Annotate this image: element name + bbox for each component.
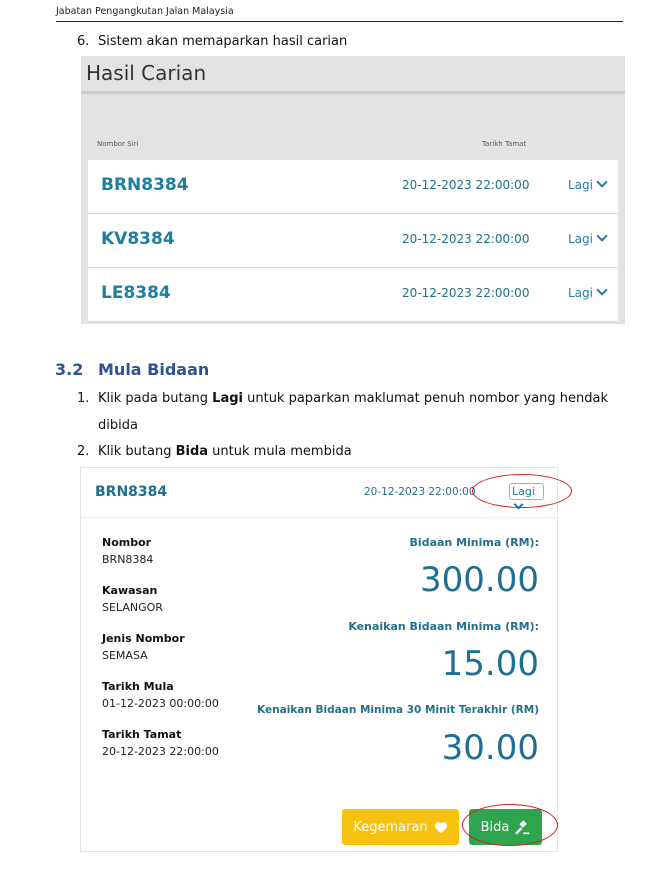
document-header: Jabatan Pengangkutan Jalan Malaysia [56, 6, 234, 17]
field-value-jenis-nombor: SEMASA [102, 649, 148, 662]
more-label: Lagi [568, 232, 593, 246]
plate-number: BRN8384 [101, 175, 189, 195]
field-value-kawasan: SELANGOR [102, 601, 163, 614]
search-results-panel [81, 56, 625, 324]
last-30-min-increment-value: 30.00 [441, 728, 539, 768]
field-value-tarikh-tamat: 20-12-2023 22:00:00 [102, 745, 219, 758]
section-number: 3.2 [55, 360, 84, 379]
field-label-nombor: Nombor [102, 536, 152, 549]
end-date: 20-12-2023 22:00:00 [402, 178, 530, 192]
result-row[interactable] [88, 268, 618, 322]
step-1-continuation: dibida [98, 418, 138, 433]
field-value-tarikh-mula: 01-12-2023 00:00:00 [102, 697, 219, 710]
bid-detail-card [80, 467, 558, 852]
step-number: 6. [77, 34, 90, 49]
bid-label: Bida [480, 819, 510, 835]
heart-icon [434, 821, 448, 834]
step-text: Klik pada butang Lagi untuk paparkan maklumat penuh nombor yang hendak [98, 391, 609, 406]
chevron-down-icon [596, 230, 607, 241]
section-title: Mula Bidaan [98, 360, 210, 379]
detail-plate-number: BRN8384 [95, 484, 168, 500]
field-label-kawasan: Kawasan [102, 584, 158, 597]
step-text: Sistem akan memaparkan hasil carian [98, 34, 348, 49]
step-6 [77, 34, 637, 52]
min-increment-label: Kenaikan Bidaan Minima (RM): [348, 620, 539, 633]
plate-number: KV8384 [101, 229, 175, 249]
more-button[interactable] [568, 232, 606, 246]
highlight-bida-ellipse [462, 804, 558, 846]
plate-number: LE8384 [101, 283, 171, 303]
step-text: Klik butang Bida untuk mula membida [98, 444, 352, 459]
min-increment-value: 15.00 [441, 644, 539, 684]
more-label: Lagi [512, 485, 535, 498]
end-date: 20-12-2023 22:00:00 [402, 286, 530, 300]
min-bid-value: 300.00 [420, 560, 539, 600]
title-divider [81, 91, 625, 94]
column-header-serial: Nombor Siri [97, 140, 139, 148]
detail-end-date: 20-12-2023 22:00:00 [364, 486, 476, 498]
result-row[interactable] [88, 160, 618, 214]
result-row[interactable] [88, 214, 618, 268]
results-title: Hasil Carian [86, 61, 207, 85]
field-label-tarikh-tamat: Tarikh Tamat [102, 728, 182, 741]
highlight-lagi-ellipse [472, 474, 572, 508]
field-label-jenis-nombor: Jenis Nombor [102, 632, 185, 645]
header-divider [56, 21, 623, 22]
more-label: Lagi [568, 178, 593, 192]
favourite-label: Kegemaran [353, 819, 428, 835]
card-divider [81, 517, 557, 518]
min-bid-label: Bidaan Minima (RM): [409, 536, 539, 549]
field-label-tarikh-mula: Tarikh Mula [102, 680, 174, 693]
more-button[interactable] [568, 178, 606, 192]
more-button[interactable] [568, 286, 606, 300]
favourite-button[interactable] [342, 809, 459, 845]
step-1 [77, 391, 637, 409]
step-number: 2. [77, 444, 90, 459]
chevron-down-icon [596, 176, 607, 187]
end-date: 20-12-2023 22:00:00 [402, 232, 530, 246]
step-number: 1. [77, 391, 90, 406]
more-label: Lagi [568, 286, 593, 300]
last-30-min-increment-label: Kenaikan Bidaan Minima 30 Minit Terakhir (RM) [257, 704, 539, 716]
field-value-nombor: BRN8384 [102, 553, 154, 566]
column-header-end-date: Tarikh Tamat [482, 140, 527, 148]
step-2 [77, 444, 637, 462]
chevron-down-icon [596, 284, 607, 295]
